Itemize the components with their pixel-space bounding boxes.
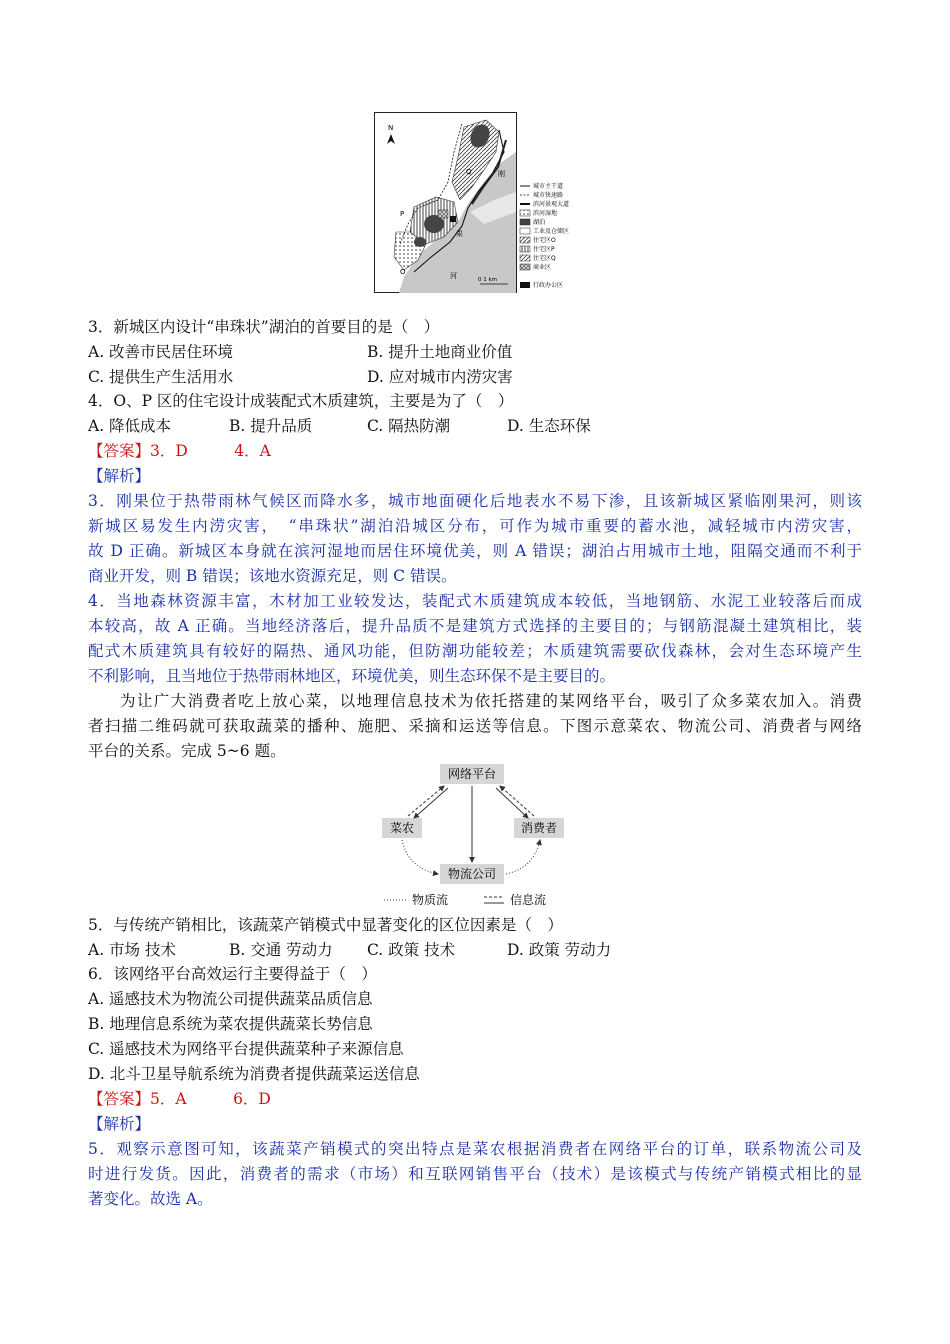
question-5-stem: 5．与传统产销相比，该蔬菜产销模式中显著变化的区位因素是（ ） [88,916,563,934]
analysis-heading-2: 【解析】 [88,1115,151,1133]
info-arrow-platform-to-farmer [414,788,448,818]
node-platform: 网络平台 [447,767,497,781]
legend-item-lake: 湖泊 [533,219,546,226]
map-label-p: P [400,210,405,218]
explanation-4-line-2: 本较高，故 A 正确。当地经济落后，提升品质不是建筑方式选择的主要目的；与钢筋混凝土建筑相比，装 [88,617,862,635]
legend-swatch-zone-p [520,246,530,252]
q5-option-d: D. 政策 劳动力 [507,941,612,959]
node-logistics: 物流公司 [447,867,497,881]
explanation-5-line-3: 著变化。故选 A。 [88,1190,213,1208]
node-farmer: 菜农 [389,821,415,835]
explanation-3-line-1: 3．刚果位于热带雨林气候区而降水多，城市地面硬化后地表水不易下渗，且该新城区紧临刚果河，则该 [88,492,862,510]
q3-option-c: C. 提供生产生活用水 [88,368,234,386]
q3-option-d: D. 应对城市内涝灾害 [367,368,513,386]
map-label-q: Q [466,168,472,176]
legend-info: 信息流 [510,893,547,907]
legend-swatch-zone-q [520,255,530,261]
legend-swatch-admin [520,282,530,288]
question-6-stem: 6．该网络平台高效运行主要得益于（ ） [88,965,377,983]
q5-option-c: C. 政策 技术 [367,941,456,959]
material-arrow-farmer-to-logistics [402,840,438,874]
q6-option-a: A. 遥感技术为物流公司提供蔬菜品质信息 [88,990,373,1008]
answer-block-2 [88,1087,271,1111]
admin-zone [450,216,456,222]
map-label-guo: 果 [456,230,463,238]
explanation-4-line-3: 配式木质建筑具有较好的隔热、通风功能，但防潮功能较差；木质建筑需要砍伐森林，会对生态环境产生 [88,642,862,660]
explanation-5-line-1: 5．观察示意图可知，该蔬菜产销模式的突出特点是菜农根据消费者在网络平台的订单，联系物流公司及 [88,1140,862,1158]
legend-item-industry: 工业及仓储区 [533,228,570,235]
legend-swatch-lake [520,219,530,225]
legend-item-main-road: 城市主干道 [533,183,564,190]
q4-option-b: B. 提升品质 [229,417,313,435]
q6-option-b: B. 地理信息系统为菜农提供蔬菜长势信息 [88,1015,373,1033]
city-map-figure [374,112,579,294]
legend-item-express-road: 城市快速路 [533,192,564,199]
legend-item-riverside-avenue: 滨河景观大道 [533,201,570,208]
explanation-3-line-4: 商业开发，则 B 错误；该地水资源充足，则 C 错误。 [88,567,457,585]
info-arrow-consumer-to-platform [500,786,534,816]
legend-item-zone-p: 住宅区P [533,246,555,253]
info-arrow-farmer-to-platform [408,786,444,816]
q5-option-a: A. 市场 技术 [88,941,176,959]
q4-option-d: D. 生态环保 [507,417,591,435]
answer-label-2: 【答案】 [88,1090,151,1108]
intro-line-2: 者扫描二维码就可获取蔬菜的播种、施肥、采摘和运送等信息。下图示意菜农、物流公司、消费者与网络 [88,717,862,735]
legend-item-zone-q: 住宅区Q [533,255,556,262]
info-arrow-platform-to-consumer [496,788,528,818]
question-4-stem: 4．O、P 区的住宅设计成装配式木质建筑，主要是为了（ ） [88,392,514,410]
explanation-3-line-2: 新城区易发生内涝灾害， “串珠状”湖泊沿城区分布，可作为城市重要的蓄水池，减轻城市内涝灾害， [88,517,862,535]
intro-line-1: 为让广大消费者吃上放心菜，以地理信息技术为依托搭建的某网络平台，吸引了众多菜农加入。消费 [120,692,862,710]
legend-item-wetland: 滨河湿地 [533,210,558,217]
intro-line-3: 平台的关系。完成 5~6 题。 [88,742,286,760]
q5-option-b: B. 交通 劳动力 [229,941,333,959]
legend-item-admin: 行政办公区 [533,282,564,289]
legend-material: 物质流 [412,893,449,907]
q4-option-a: A. 降低成本 [88,417,172,435]
commerce-zone [438,210,448,218]
q3-option-a: A. 改善市民居住环境 [88,343,234,361]
map-label-o: O [400,268,406,276]
explanation-5-line-2: 时进行发货。因此，消费者的需求（市场）和互联网销售平台（技术）是该模式与传统产销模式相比的显 [88,1165,862,1183]
legend-swatch-industry [520,228,530,234]
q6-option-d: D. 北斗卫星导航系统为消费者提供蔬菜运送信息 [88,1065,420,1083]
explanation-3-line-3: 故 D 正确。新城区本身就在滨河湿地而居住环境优美，则 A 错误；湖泊占用城市土地，阻隔交通而不利于 [88,542,862,560]
explanation-4-line-4: 不利影响，且当地位于热带雨林地区，环境优美，则生态环保不是主要目的。 [88,667,616,685]
q3-option-b: B. 提升土地商业价值 [367,343,513,361]
answer-value-1: 3．D 4．A [150,442,271,460]
legend-item-zone-o: 住宅区O [533,237,556,244]
question-3-stem: 3．新城区内设计“串珠状”湖泊的首要目的是（ ） [88,318,440,336]
north-label: N [388,124,394,132]
legend-swatch-wetland [520,210,530,216]
legend-swatch-zone-o [520,237,530,243]
legend-swatch-commerce [520,264,530,270]
answer-block-1 [88,439,271,463]
map-label-he: 河 [450,272,457,280]
q4-option-c: C. 隔热防潮 [367,417,451,435]
scale-label: 0 1 km [478,277,498,283]
lake-3 [414,237,426,247]
flow-diagram [378,760,578,912]
answer-value-2: 5．A 6．D [150,1090,271,1108]
analysis-heading-1: 【解析】 [88,467,151,485]
material-arrow-logistics-to-consumer [506,840,540,874]
legend-item-commerce: 商业区 [533,264,552,271]
map-label-gang: 刚 [498,170,505,178]
q6-option-c: C. 遥感技术为网络平台提供蔬菜种子来源信息 [88,1040,404,1058]
map-legend [520,182,569,289]
explanation-4-line-1: 4．当地森林资源丰富，木材加工业较发达，装配式木质建筑成本较低，当地钢筋、水泥工业较落后而成 [88,592,862,610]
node-consumer: 消费者 [520,821,558,835]
answer-label-1: 【答案】 [88,442,151,460]
